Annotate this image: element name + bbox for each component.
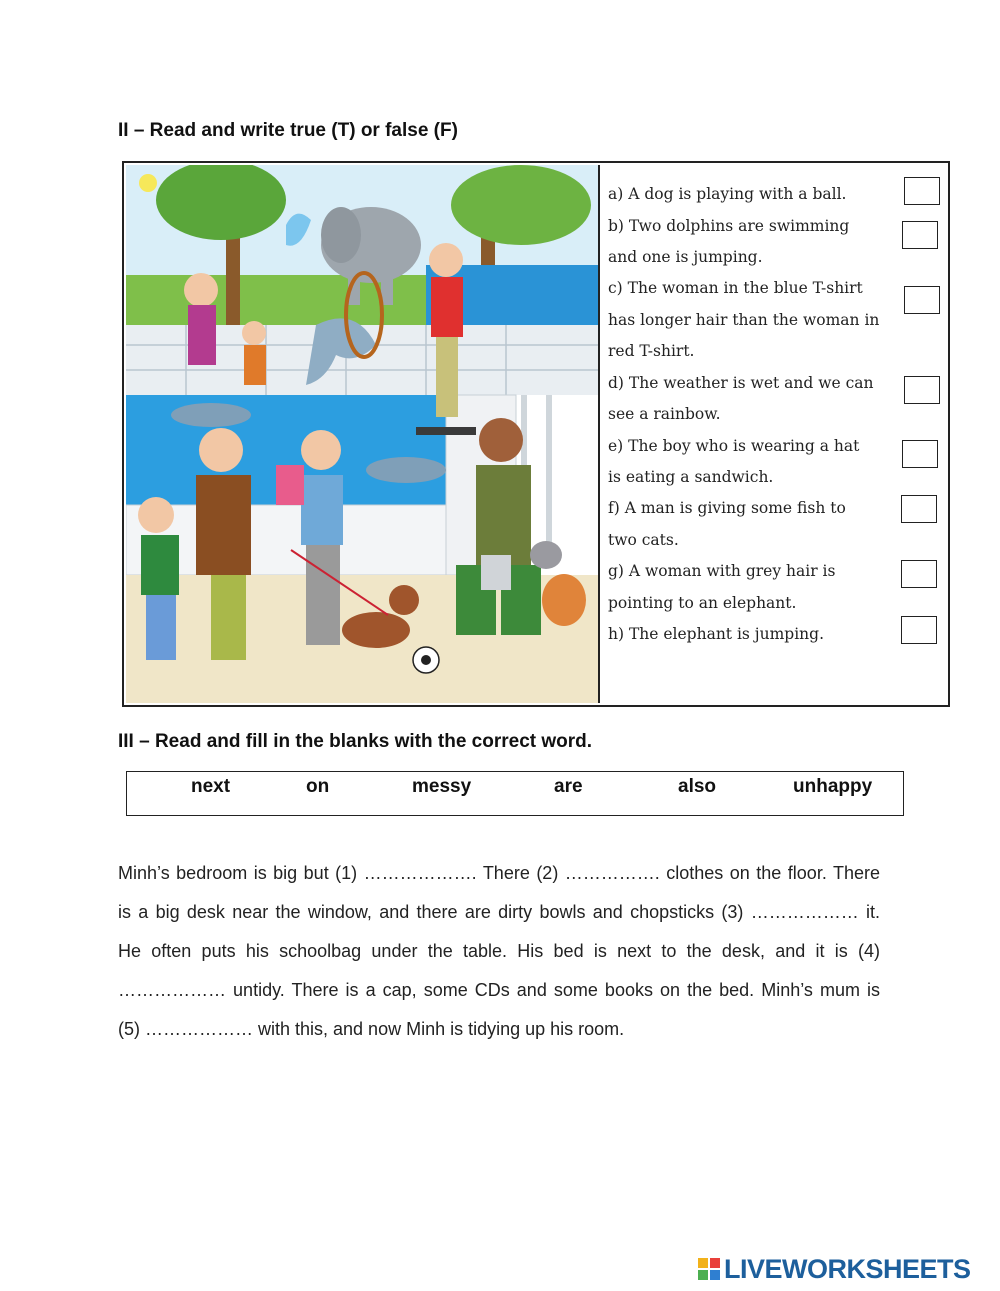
answer-box-g[interactable]	[901, 560, 937, 588]
statement-c-line-1: c) The woman in the blue T-shirt	[608, 279, 863, 297]
statement-e-line-2: is eating a sandwich.	[608, 468, 774, 486]
word-bank-item: unhappy	[793, 776, 873, 797]
statement-f-line-1: f) A man is giving some fish to	[608, 499, 846, 517]
answer-box-h[interactable]	[901, 616, 937, 644]
passage-line-4: ……………… untidy. There is a cap, some CDs and some books on the bed. Minh’s mum is	[118, 980, 880, 1000]
word-bank-item: also	[678, 776, 717, 797]
answer-box-f[interactable]	[901, 495, 937, 523]
word-bank-item: next	[191, 776, 231, 797]
word-bank-item: messy	[412, 776, 472, 797]
statement-d-line-2: see a rainbow.	[608, 405, 721, 423]
statement-e-line-1: e) The boy who is wearing a hat	[608, 437, 860, 455]
word-bank-item: are	[554, 776, 583, 797]
true-false-panel	[122, 161, 950, 707]
statement-b-line-1: b) Two dolphins are swimming	[608, 217, 850, 235]
passage-line-2: is a big desk near the window, and there are dirty bowls and chopsticks (3) ……………… it.	[118, 902, 880, 922]
passage-line-1: Minh’s bedroom is big but (1) ………………. There (2) ……………. clothes on the floor. There	[118, 863, 880, 883]
answer-box-b[interactable]	[902, 221, 938, 249]
page-heading-section-3: III – Read and fill in the blanks with the correct word.	[118, 731, 593, 752]
answer-box-a[interactable]	[904, 177, 940, 205]
answer-box-d[interactable]	[904, 376, 940, 404]
passage-line-3: He often puts his schoolbag under the table. His bed is next to the desk, and it is (4)	[118, 941, 880, 961]
statement-g-line-2: pointing to an elephant.	[608, 594, 797, 612]
statement-c-line-2: has longer hair than the woman in	[608, 311, 880, 329]
zoo-illustration	[126, 165, 600, 703]
statement-d-line-1: d) The weather is wet and we can	[608, 374, 874, 392]
statement-c-line-3: red T-shirt.	[608, 342, 695, 360]
statement-b-line-2: and one is jumping.	[608, 248, 763, 266]
passage-line-5: (5) ……………… with this, and now Minh is tidying up his room.	[118, 1019, 625, 1039]
word-bank	[126, 771, 904, 816]
statement-a: a) A dog is playing with a ball.	[608, 185, 847, 203]
word-bank-item: on	[306, 776, 330, 797]
liveworksheets-grid-icon	[698, 1258, 720, 1280]
answer-box-c[interactable]	[904, 286, 940, 314]
page-heading-section-2: II – Read and write true (T) or false (F)	[118, 120, 458, 141]
answer-box-e[interactable]	[902, 440, 938, 468]
logo-text: LIVEWORKSHEETS	[724, 1254, 971, 1284]
statement-h: h) The elephant is jumping.	[608, 625, 825, 643]
statement-g-line-1: g) A woman with grey hair is	[608, 562, 836, 580]
statement-f-line-2: two cats.	[608, 531, 679, 549]
